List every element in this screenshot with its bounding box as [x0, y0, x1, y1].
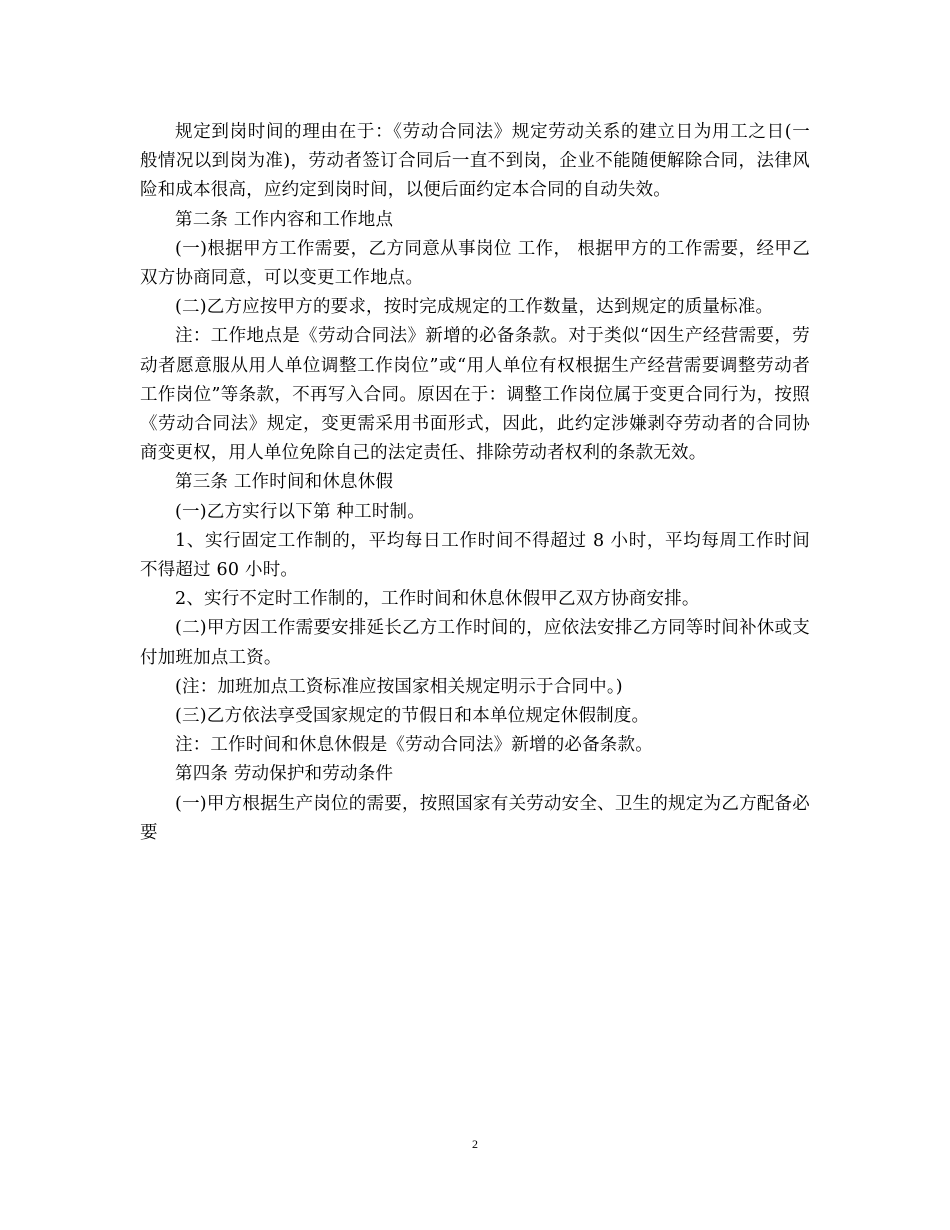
paragraph-article-4-item-1: (一)甲方根据生产岗位的需要，按照国家有关劳动安全、卫生的规定为乙方配备必要	[140, 793, 810, 843]
heading-article-2: 第二条 工作内容和工作地点	[175, 209, 394, 230]
heading-article-3: 第三条 工作时间和休息休假	[175, 472, 394, 493]
paragraph-fixed-hours: 1、实行固定工作制的，平均每日工作时间不得超过 8 小时，平均每周工作时间不得超过 60 小时。	[140, 530, 810, 581]
paragraph-article-3-note: 注：工作时间和休息休假是《劳动合同法》新增的必备条款。	[175, 735, 653, 756]
paragraph-arrival-time-reason: 规定到岗时间的理由在于：《劳动合同法》规定劳动关系的建立日为用工之日(一般情况以到岗为准)，劳动者签订合同后一直不到岗，企业不能随便解除合同，法律风险和成本很高，应约定到岗时间，以便后面约定本合同的自动失效。	[140, 122, 810, 201]
paragraph-overtime-note: (注：加班加点工资标准应按国家相关规定明示于合同中。)	[175, 676, 623, 697]
paragraph-article-3-item-3: (三)乙方依法享受国家规定的节假日和本单位规定休假制度。	[175, 706, 650, 727]
paragraph-article-2-item-2: (二)乙方应按甲方的要求，按时完成规定的工作数量，达到规定的质量标准。	[175, 297, 774, 318]
paragraph-article-2-note: 注：工作地点是《劳动合同法》新增的必备条款。对于类似“因生产经营需要，劳动者愿意服从用人单位调整工作岗位”或“用人单位有权根据生产经营需要调整劳动者工作岗位”等条款，不再写入合同。原因在于：调整工作岗位属于变更合同行为，按照《劳动合同法》规定，变更需采用书面形式，因此，此约定涉嫌剥夺劳动者的合同协商变更权，用人单位免除自己的法定责任、排除劳动者权利的条款无效。	[140, 326, 810, 464]
document-body	[140, 118, 810, 848]
heading-article-4: 第四条 劳动保护和劳动条件	[175, 764, 394, 785]
paragraph-article-3-item-1: (一)乙方实行以下第 种工时制。	[175, 501, 425, 522]
paragraph-article-3-item-2: (二)甲方因工作需要安排延长乙方工作时间的，应依法安排乙方同等时间补休或支付加班加点工资。	[140, 618, 810, 668]
paragraph-article-2-item-1: (一)根据甲方工作需要，乙方同意从事岗位 工作， 根据甲方的工作需要，经甲乙双方协商同意，可以变更工作地点。	[140, 238, 810, 289]
paragraph-flexible-hours: 2、实行不定时工作制的，工作时间和休息休假甲乙双方协商安排。	[175, 589, 700, 610]
page-number: 2	[472, 1137, 478, 1151]
